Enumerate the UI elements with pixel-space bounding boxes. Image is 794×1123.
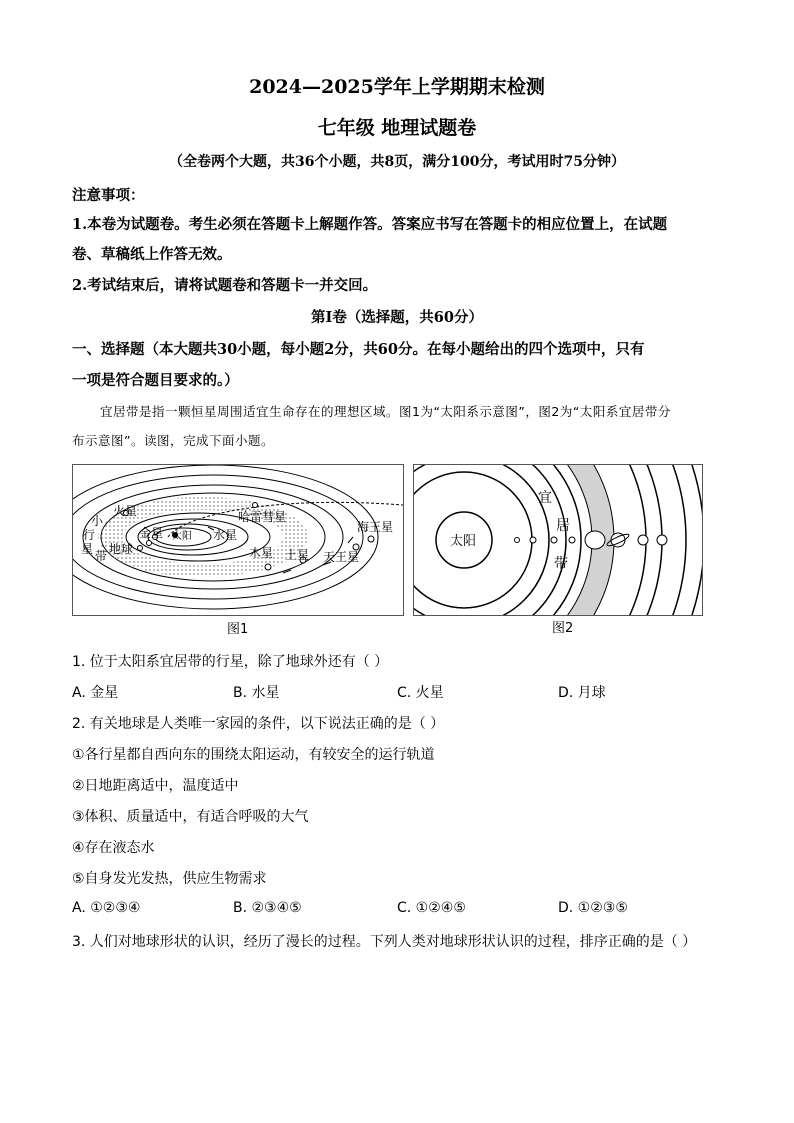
halley-marker xyxy=(253,503,258,508)
question-1-option-b[interactable]: B. 水星 xyxy=(233,685,280,701)
planet-marker xyxy=(515,538,520,543)
figure-1-solar-system xyxy=(72,464,404,616)
planet-marker xyxy=(551,537,557,543)
question-2-option-a[interactable]: A. ①②③④ xyxy=(72,900,141,916)
question-1-option-c[interactable]: C. 火星 xyxy=(397,685,444,701)
label-neptune: 海王星 xyxy=(357,520,394,534)
neptune-marker xyxy=(368,536,374,542)
planet-marker xyxy=(585,531,605,549)
exam-info: （全卷两个大题，共36个小题，共8页，满分100分，考试用时75分钟） xyxy=(169,154,625,170)
part-instructions-line-2: 一项是符合题目要求的。） xyxy=(72,372,239,389)
label-mars: 火星 xyxy=(113,504,138,518)
jupiter-marker xyxy=(265,564,271,570)
label-asteroid-belt-4: 带 xyxy=(95,549,108,563)
label-asteroid-belt-3: 星 xyxy=(81,542,94,556)
label-earth: 地球 xyxy=(109,542,134,556)
planet-marker xyxy=(569,537,575,543)
question-2-statement-4: ④存在液态水 xyxy=(72,840,155,856)
label-uranus: 天王星 xyxy=(323,550,360,564)
label-habitable-3: 带 xyxy=(554,556,568,572)
habitable-zone-diagram xyxy=(414,465,702,615)
planet-marker xyxy=(638,535,648,545)
label-sun: 太阳 xyxy=(450,534,477,549)
question-2-statement-1: ①各行星都自西向东的围绕太阳运动，有较安全的运行轨道 xyxy=(72,747,435,763)
question-2-option-c[interactable]: C. ①②④⑤ xyxy=(397,900,466,916)
question-2-statement-5: ⑤自身发光发热，供应生物需求 xyxy=(72,871,267,887)
orbit-arrow xyxy=(348,537,353,543)
figure-1-caption: 图1 xyxy=(227,622,249,637)
planet-marker xyxy=(657,535,667,545)
label-jupiter: 木星 xyxy=(249,546,274,560)
exam-title: 2024—2025学年上学期期末检测 xyxy=(249,76,545,98)
label-asteroid-belt-2: 行 xyxy=(83,528,96,542)
notes-line-2: 卷、草稿纸上作答无效。 xyxy=(72,246,232,263)
label-asteroid-belt-1: 小 xyxy=(91,514,104,528)
earth-marker xyxy=(138,546,143,551)
solar-system-diagram xyxy=(73,465,403,615)
planet-marker xyxy=(530,537,536,543)
question-2-option-d[interactable]: D. ①②③⑤ xyxy=(558,900,628,916)
question-3-stem: 3. 人们对地球形状的认识，经历了漫长的过程。下列人类对地球形状认识的过程，排序正确的是（ ） xyxy=(72,934,697,950)
label-mercury: 水星 xyxy=(213,528,238,542)
figure-2-habitable-zone xyxy=(413,464,703,616)
material-intro-line-1: 宜居带是指一颗恒星周围适宜生命存在的理想区域。图1为“太阳系示意图”，图2为“太阳系宜居带分 xyxy=(100,404,671,419)
part-instructions-line-1: 一、选择题（本大题共30小题，每小题2分，共60分。在每小题给出的四个选项中，只有 xyxy=(72,341,645,358)
label-habitable-2: 居 xyxy=(556,518,570,534)
question-1-option-a[interactable]: A. 金星 xyxy=(72,685,119,701)
notes-line-1: 1.本卷为试题卷。考生必须在答题卡上解题作答。答案应书写在答题卡的相应位置上，在试题 xyxy=(72,216,668,233)
label-saturn: 土星 xyxy=(285,548,310,562)
question-2-statement-3: ③体积、质量适中，有适合呼吸的大气 xyxy=(72,809,309,825)
figure-2-caption: 图2 xyxy=(552,621,574,636)
question-2-option-b[interactable]: B. ②③④⑤ xyxy=(233,900,302,916)
venus-marker xyxy=(147,541,152,546)
exam-subtitle: 七年级 地理试题卷 xyxy=(317,117,477,139)
label-habitable-1: 宜 xyxy=(538,490,552,506)
label-sun: 太阳 xyxy=(172,531,192,542)
notes-line-3: 2.考试结束后，请将试题卷和答题卡一并交回。 xyxy=(72,277,378,294)
question-2-stem: 2. 有关地球是人类唯一家园的条件，以下说法正确的是（ ） xyxy=(72,716,445,732)
label-venus: 金星 xyxy=(139,526,164,540)
material-intro-line-2: 布示意图”。读图，完成下面小题。 xyxy=(72,433,274,448)
notes-heading: 注意事项： xyxy=(72,187,145,204)
label-halley: 哈雷彗星 xyxy=(238,510,287,524)
question-2-statement-2: ②日地距离适中，温度适中 xyxy=(72,778,239,794)
section-title: 第Ⅰ卷（选择题，共60分） xyxy=(311,309,483,326)
question-1-option-d[interactable]: D. 月球 xyxy=(558,685,606,701)
question-1-stem: 1. 位于太阳系宜居带的行星，除了地球外还有（ ） xyxy=(72,654,389,670)
